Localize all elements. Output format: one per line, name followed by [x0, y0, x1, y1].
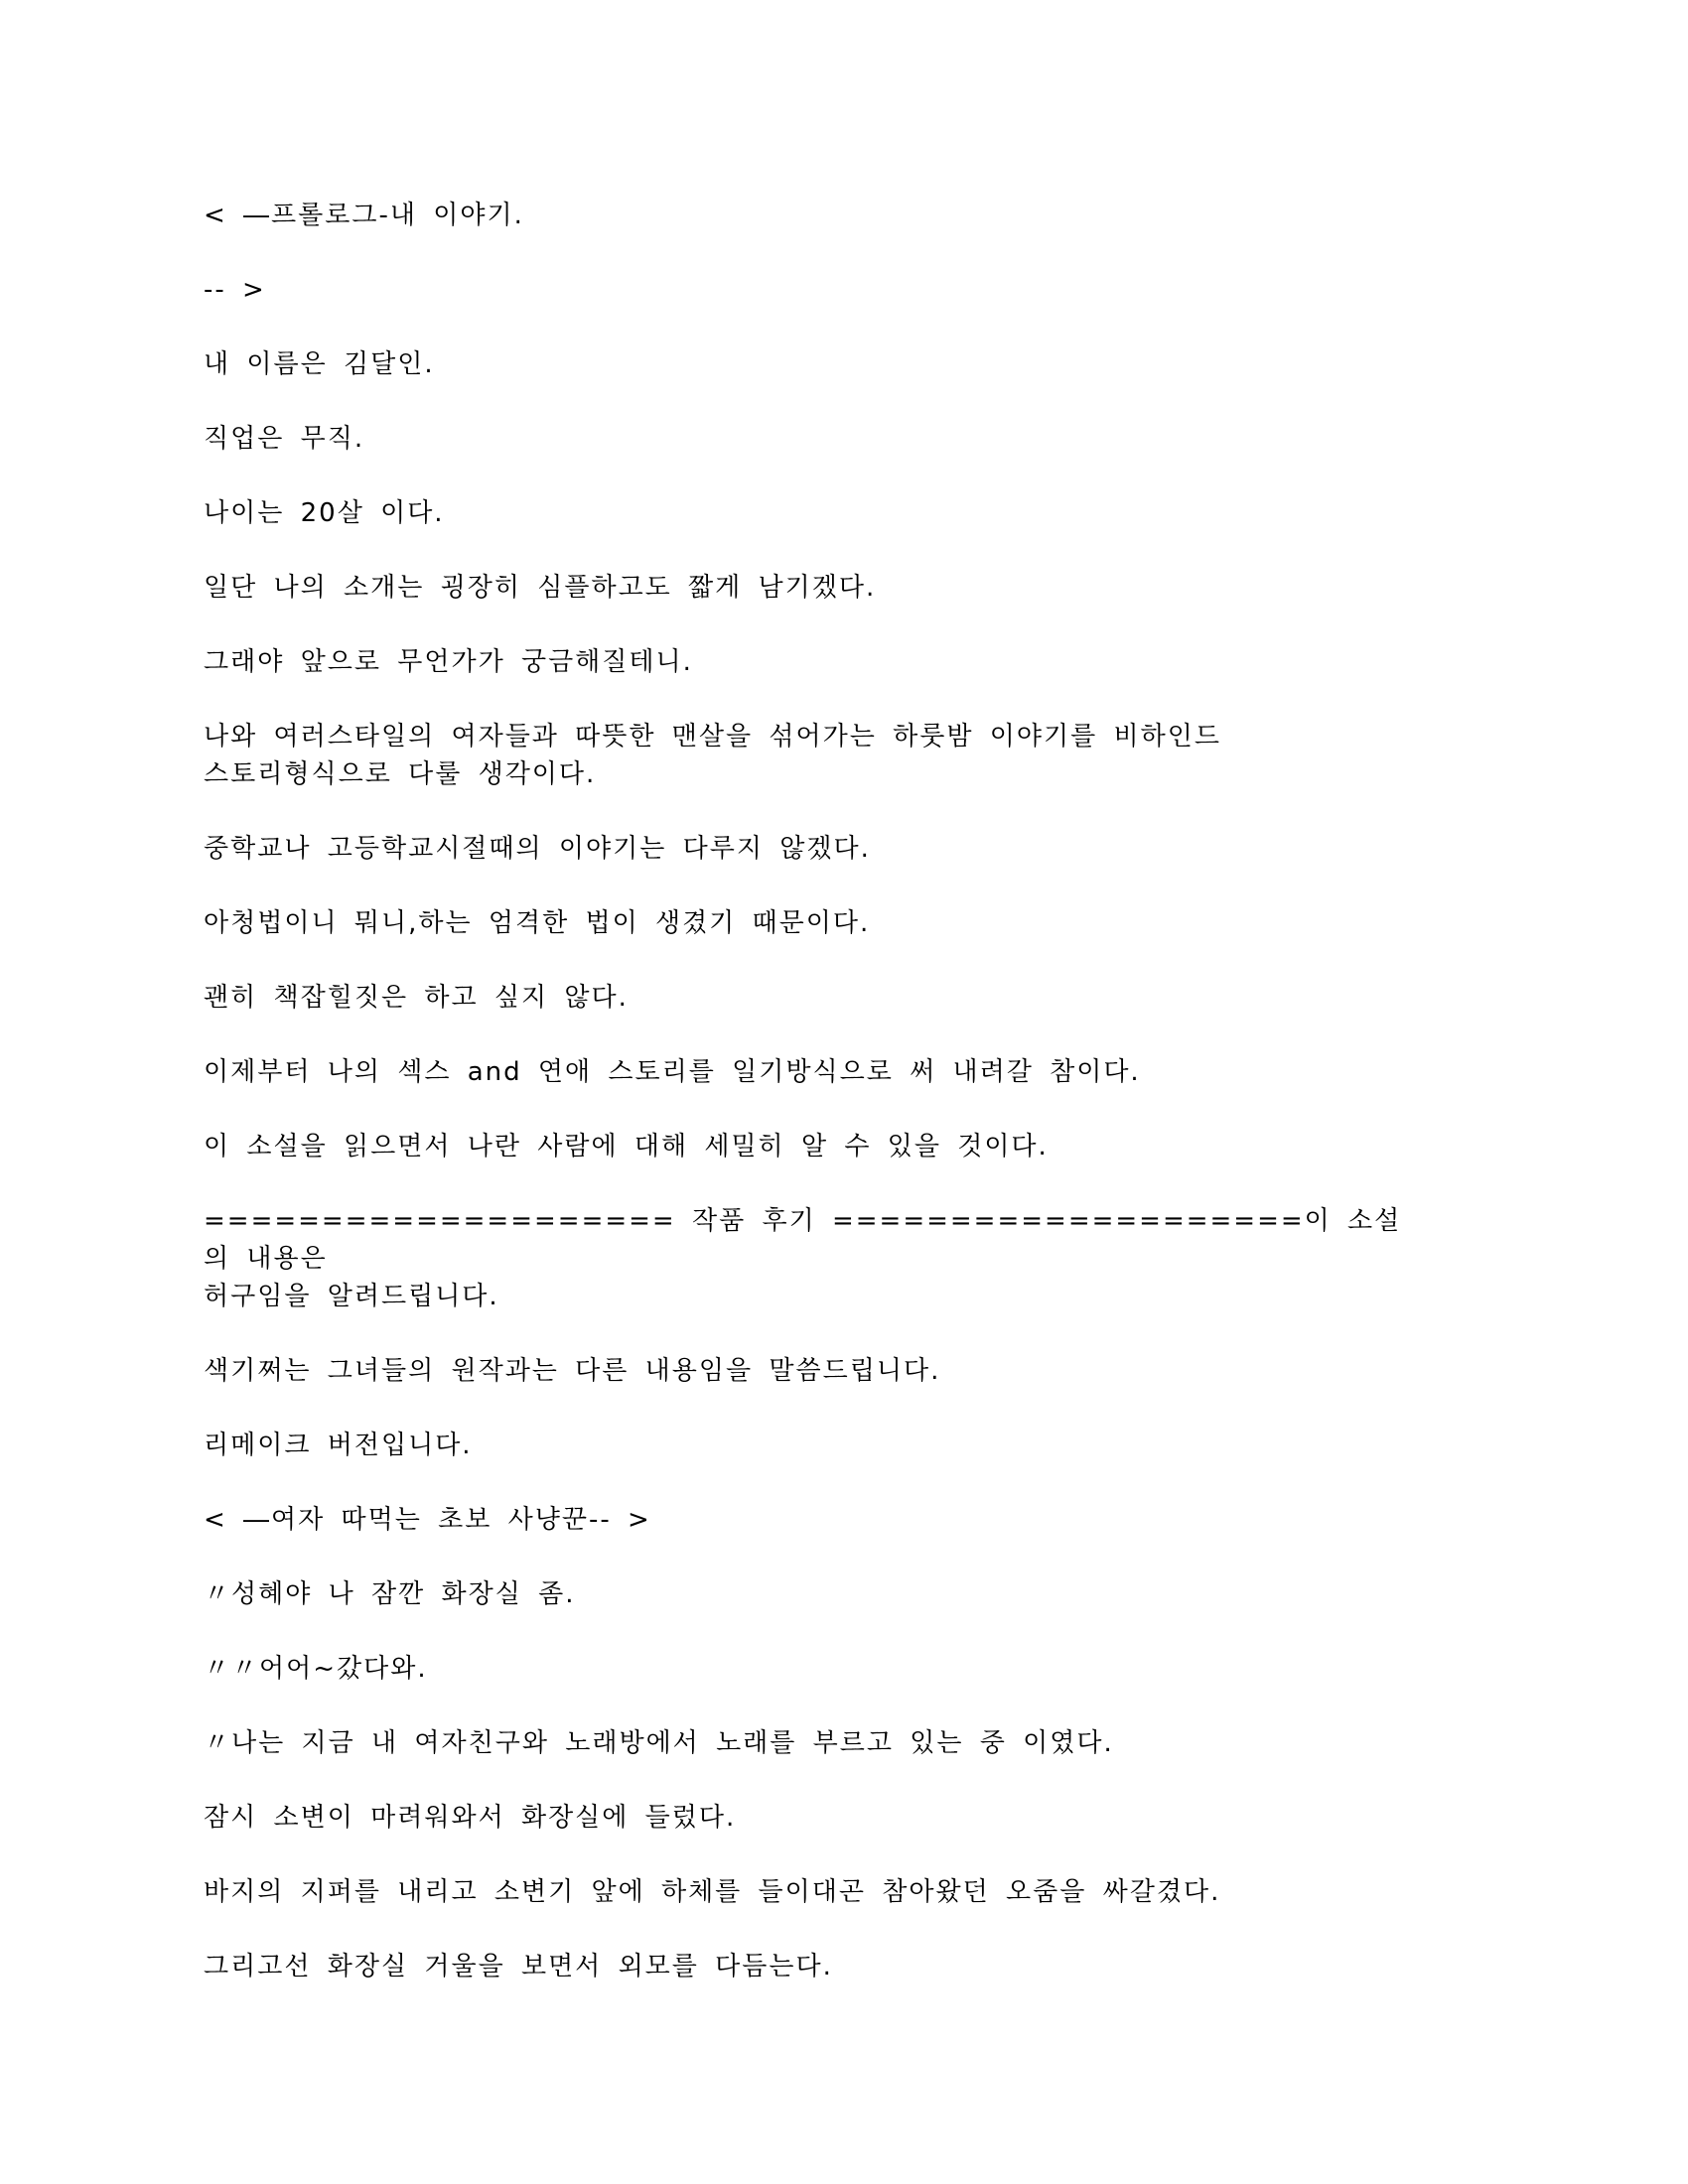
paragraph: 그래야 앞으로 무언가가 궁금해질테니. [204, 647, 693, 677]
paragraph: 나이는 20살 이다. [204, 498, 445, 528]
prologue-heading: < ―프롤로그-내 이야기. [204, 201, 524, 230]
paragraph: 직업은 무직. [204, 424, 365, 454]
paragraph: 〃〃어어~갔다와. [204, 1654, 428, 1684]
document-body [204, 197, 1425, 2022]
author-note: ==================== 작품 후기 ====================이 소설의 내용은 허구임을 알려드립니다. [204, 1206, 1402, 1311]
paragraph: 괜히 책잡힐짓은 하고 싶지 않다. [204, 983, 629, 1013]
paragraph: 〃성혜야 나 잠깐 화장실 좀. [204, 1579, 576, 1609]
paragraph: 리메이크 버전입니다. [204, 1431, 473, 1460]
paragraph: 일단 나의 소개는 굉장히 심플하고도 짧게 남기겠다. [204, 573, 877, 603]
paragraph: 이제부터 나의 섹스 and 연애 스토리를 일기방식으로 써 내려갈 참이다. [204, 1057, 1141, 1087]
paragraph: 이 소설을 읽으면서 나란 사람에 대해 세밀히 알 수 있을 것이다. [204, 1132, 1049, 1161]
paragraph: 아청법이니 뭐니,하는 엄격한 법이 생겼기 때문이다. [204, 908, 871, 938]
prologue-heading-end: -- > [204, 275, 266, 305]
paragraph: 바지의 지퍼를 내리고 소변기 앞에 하체를 들이대곤 참아왔던 오줌을 싸갈겼다. [204, 1877, 1221, 1907]
paragraph: 중학교나 고등학교시절때의 이야기는 다루지 않겠다. [204, 834, 871, 864]
paragraph: 그리고선 화장실 거울을 보면서 외모를 다듬는다. [204, 1952, 833, 1981]
paragraph: 내 이름은 김달인. [204, 349, 435, 379]
paragraph: 〃나는 지금 내 여자친구와 노래방에서 노래를 부르고 있는 중 이였다. [204, 1728, 1114, 1758]
paragraph: 나와 여러스타일의 여자들과 따뜻한 맨살을 섞어가는 하룻밤 이야기를 비하인드 스토리형식으로 다룰 생각이다. [204, 722, 1221, 789]
paragraph: 색기쩌는 그녀들의 원작과는 다른 내용임을 말씀드립니다. [204, 1356, 941, 1386]
paragraph: 잠시 소변이 마려워와서 화장실에 들렀다. [204, 1803, 737, 1833]
chapter-heading: < ―여자 따먹는 초보 사냥꾼-- > [204, 1505, 651, 1535]
